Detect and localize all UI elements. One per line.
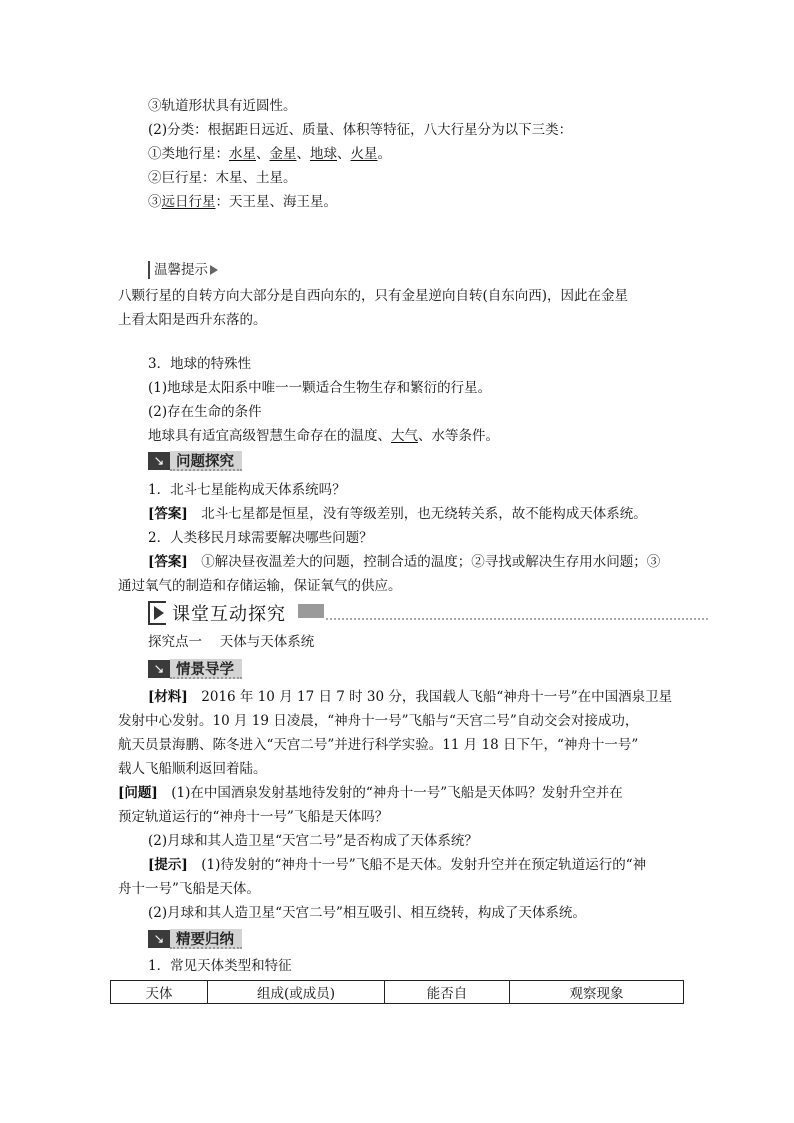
venus: 金星 [269, 146, 297, 162]
col-observation: 观察现象 [510, 981, 684, 1004]
atmosphere-term: 大气 [391, 428, 418, 444]
answer-2-cont: 通过氧气的制造和存储运输，保证氧气的供应。 [118, 578, 402, 594]
earth-line-1: (1)地球是太阳系中唯一一颗适合生物生存和繁衍的行星。 [148, 380, 492, 396]
answer-tag: [答案] [148, 554, 188, 570]
arrow-icon: ↘ [148, 452, 170, 470]
earth-line-3-post: 、水等条件。 [418, 428, 499, 444]
terrestrial-label: ①类地行星： [148, 146, 229, 162]
arrow-icon: ↘ [148, 930, 170, 948]
orbit-shape-line: ③轨道形状具有近圆性。 [148, 98, 297, 114]
problem-1-text: (1)在中国酒泉发射基地待发射的“神舟十一号”飞船是天体吗？发射升空并在 [157, 785, 623, 801]
section-header-summary [148, 928, 242, 950]
classroom-title: 课堂互动探究 [172, 604, 286, 625]
hint-1-cont: 舟十一号”飞船是天体。 [118, 881, 260, 897]
col-celestial-body: 天体 [111, 981, 208, 1004]
material-1-text: 2016 年 10 月 17 日 7 时 30 分，我国载人飞船“神舟十一号”在中国酒泉卫星 [187, 689, 673, 705]
section-title: 问题探究 [170, 451, 242, 471]
ice-giants-line [148, 192, 337, 212]
section-header-scene [148, 658, 242, 680]
tip-text-1: 八颗行星的自转方向大部分是自西向东的，只有金星逆向自转(自东向西)，因此在金星 [118, 288, 629, 304]
earth-heading: 3．地球的特殊性 [148, 356, 252, 372]
classroom-section-header [148, 598, 708, 628]
earth-line-3-pre: 地球具有适宜高级智慧生命存在的温度、 [148, 428, 391, 444]
col-composition: 组成(或成员) [208, 981, 385, 1004]
problem-1 [118, 783, 623, 803]
question-1: 1．北斗七星能构成天体系统吗？ [148, 482, 346, 498]
answer-1 [148, 504, 647, 524]
question-2: 2．人类移民月球需要解决哪些问题？ [148, 530, 373, 546]
header-dotted-rule [326, 618, 708, 620]
play-arrow-icon [210, 265, 218, 275]
section-header-question-explore [148, 450, 242, 472]
mercury: 水星 [229, 146, 256, 162]
summary-heading: 1．常见天体类型和特征 [148, 958, 292, 974]
problem-2: (2)月球和其人造卫星“天宫二号”是否构成了天体系统？ [148, 833, 478, 849]
separator: 、 [296, 146, 310, 162]
material-3: 航天员景海鹏、陈冬进入“天宫二号”并进行科学实验。11 月 18 日下午，“神舟十一号” [118, 737, 639, 753]
col-self: 能否自 [385, 981, 510, 1004]
earth-line-2: (2)存在生命的条件 [148, 404, 262, 420]
period: 。 [377, 146, 391, 162]
tip-text-2: 上看太阳是西升东落的。 [118, 312, 267, 328]
tip-label-text: 温馨提示 [154, 262, 208, 278]
tip-label [148, 261, 218, 279]
earth-line-3 [148, 426, 499, 446]
material-4: 载人飞船顺利返回着陆。 [118, 761, 267, 777]
marker: ③ [148, 194, 162, 210]
section-title: 精要归纳 [170, 929, 242, 949]
material-tag: [材料] [148, 689, 188, 705]
table-header-row [111, 981, 684, 1004]
answer-1-text: 北斗七星都是恒星，没有等级差别，也无绕转关系，故不能构成天体系统。 [187, 506, 647, 522]
answer-2 [148, 552, 660, 572]
distant-planets-term: 远日行星 [161, 194, 216, 210]
section-title: 情景导学 [170, 659, 242, 679]
earth: 地球 [310, 146, 337, 162]
explore-point-1: 探究点一 天体与天体系统 [148, 634, 315, 650]
material-1 [148, 687, 672, 707]
separator: 、 [256, 146, 270, 162]
hint-2: (2)月球和其人造卫星“天宫二号”相互吸引、相互绕转，构成了天体系统。 [148, 905, 586, 921]
classification-line: (2)分类：根据距日远近、质量、体积等特征，八大行星分为以下三类： [148, 122, 573, 138]
mars: 火星 [350, 146, 378, 162]
hint-1-text: (1)待发射的“神舟十一号”飞船不是天体。发射升空并在预定轨道运行的“神 [187, 857, 647, 873]
hint-1 [148, 855, 646, 875]
answer-tag: [答案] [148, 506, 188, 522]
play-icon [148, 601, 166, 625]
terrestrial-planets-line [148, 144, 391, 164]
material-2: 发射中心发射。10 月 19 日凌晨，“神舟十一号”飞船与“天宫二号”自动交会对接成功， [118, 713, 639, 729]
distant-planets-list: ：天王星、海王星。 [215, 194, 337, 210]
answer-2-text: ①解决昼夜温差大的问题，控制合适的温度；②寻找或解决生存用水问题；③ [187, 554, 661, 570]
problem-tag: [问题] [118, 785, 158, 801]
hint-tag: [提示] [148, 857, 188, 873]
header-decoration [298, 604, 324, 618]
problem-1-cont: 预定轨道运行的“神舟十一号”飞船是天体吗？ [118, 809, 389, 825]
arrow-icon: ↘ [148, 660, 170, 678]
celestial-types-table [110, 980, 684, 1004]
giant-planets-line: ②巨行星：木星、土星。 [148, 170, 297, 186]
separator: 、 [337, 146, 351, 162]
